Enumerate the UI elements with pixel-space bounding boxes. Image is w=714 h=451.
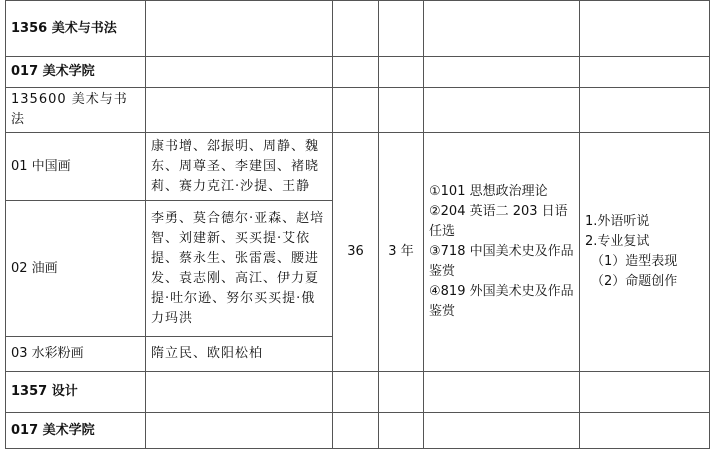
direction-name: 03 水彩粉画: [6, 337, 146, 372]
table-row: [6, 57, 710, 88]
school-name: 017 美术学院: [6, 57, 146, 88]
retest-item: （1）造型表现: [591, 254, 678, 269]
sub-major-name: 135600 美术与书法: [6, 88, 146, 133]
study-duration: 3 年: [379, 133, 424, 372]
table-row: [6, 413, 710, 449]
table-row: [6, 88, 710, 133]
supervisor-list: 隋立民、欧阳松柏: [146, 337, 333, 372]
exam-subject-item: ①101 思想政治理论: [429, 184, 548, 199]
major-title-1356: 1356 美术与书法: [6, 1, 146, 57]
supervisor-list: 康书增、郐振明、周静、魏东、周尊圣、李建国、褚晓莉、赛力克江·沙提、王静: [146, 133, 333, 201]
exam-subjects: [424, 133, 580, 372]
exam-subject-item: ②204 英语二 203 日语任选: [429, 204, 568, 239]
admissions-table: [5, 0, 710, 449]
table-row: [6, 1, 710, 57]
exam-subject-item: ④819 外国美术史及作品鉴赏: [429, 284, 574, 319]
table-row: [6, 133, 710, 201]
direction-name: 02 油画: [6, 201, 146, 337]
table-row: [6, 372, 710, 413]
enrollment-count: 36: [333, 133, 379, 372]
retest-item: 1.外语听说: [585, 214, 650, 229]
direction-name: 01 中国画: [6, 133, 146, 201]
retest-item: （2）命题创作: [591, 274, 678, 289]
supervisor-list: 李勇、莫合德尔·亚森、赵培智、刘建新、买买提·艾依提、蔡永生、张雷震、腰进发、袁志刚、高江、伊力夏提·吐尔逊、努尔买买提·俄力玛洪: [146, 201, 333, 337]
retest-item: 2.专业复试: [585, 234, 650, 249]
retest-content: [580, 133, 710, 372]
exam-subject-item: ③718 中国美术史及作品鉴赏: [429, 244, 574, 279]
school-name: 017 美术学院: [6, 413, 146, 449]
major-title-1357: 1357 设计: [6, 372, 146, 413]
